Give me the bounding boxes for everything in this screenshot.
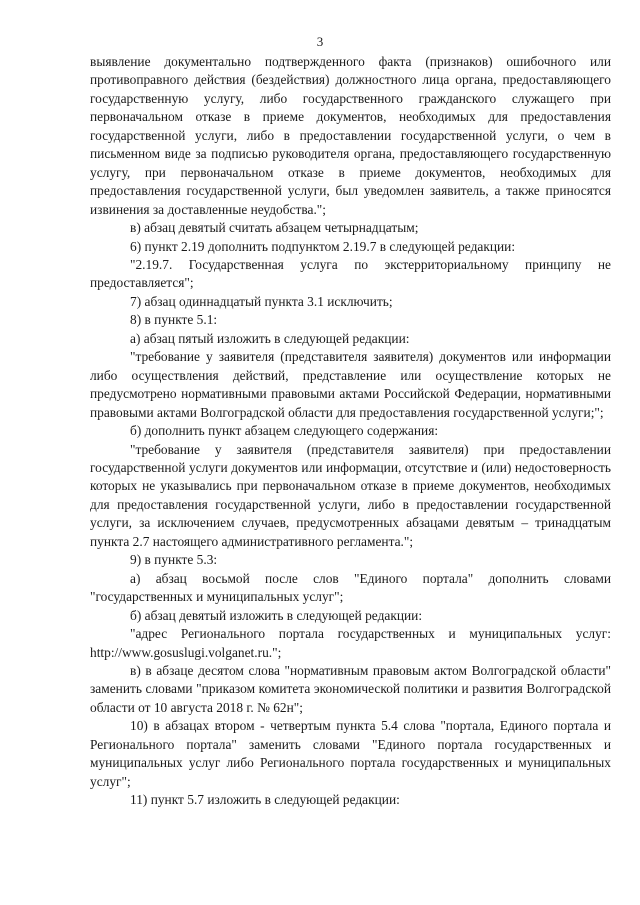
paragraph: 6) пункт 2.19 дополнить подпунктом 2.19.7 в следующей редакции:: [130, 238, 516, 254]
paragraph: 8) в пункте 5.1:: [130, 312, 218, 328]
paragraph: в) в абзаце десятом слова "нормативным правовым актом Волгоградской области" заменить словами "приказом комитета экономической политики и развития Волгоградской области от 10 августа 2018 г. № 62н";: [90, 662, 611, 715]
document-body: [90, 53, 611, 810]
paragraph: выявление документально подтвержденного факта (признаков) ошибочного или противоправного действия (бездействия) должностного лица органа, предоставляющего государственную услугу, либо государственного гражданского служащего при первоначальном отказе в приеме документов, необходимых для предоставления государственной услуги, либо в предоставлении государственной услуги, о чем в письменном виде за подписью руководителя органа, предоставляющего государственную услугу, при первоначальном отказе в приеме документов, необходимых для предоставления государственной услуги, был уведомлен заявитель, а также приносятся извинения за доставленные неудобства.";: [90, 54, 611, 217]
paragraph: "требование у заявителя (представителя заявителя) при предоставлении государственной услуги документов или информации, отсутствие и (или) недостоверность которых не указывались при первоначальном отказе в приеме документов, необходимых для предоставления государственной услуги, либо в предоставлении государственной услуги, за исключением случаев, предусмотренных абзацами девятым – тринадцатым пункта 2.7 настоящего административного регламента.";: [90, 441, 611, 549]
paragraph: 9) в пункте 5.3:: [130, 552, 218, 568]
paragraph: а) абзац восьмой после слов "Единого портала" дополнить словами "государственных и муниципальных услуг";: [90, 570, 611, 605]
paragraph: в) абзац девятый считать абзацем четырнадцатым;: [130, 220, 419, 236]
paragraph: б) дополнить пункт абзацем следующего содержания:: [130, 423, 439, 439]
paragraph: 11) пункт 5.7 изложить в следующей редакции:: [130, 792, 400, 808]
paragraph: 10) в абзацах втором - четвертым пункта 5.4 слова "портала, Единого портала и Регионального портала" заменить словами "Единого портала государственных и муниципальных услуг либо Регионального портала государственных и муниципальных услуг";: [90, 718, 611, 789]
paragraph: "адрес Регионального портала государственных и муниципальных услуг: http://www.gosuslugi.volganet.ru.";: [90, 626, 611, 660]
paragraph: "2.19.7. Государственная услуга по экстерриториальному принципу не предоставляется";: [90, 256, 611, 291]
page-number: 3: [316, 34, 324, 49]
paragraph: а) абзац пятый изложить в следующей редакции:: [130, 330, 410, 346]
paragraph: "требование у заявителя (представителя заявителя) документов или информации либо осуществления действий, представление или осуществление которых не предусмотрено нормативными правовыми актами Российской Федерации, нормативными правовыми актами Волгоградской области для предоставления государственной услуги;";: [90, 349, 611, 420]
paragraph: 7) абзац одиннадцатый пункта 3.1 исключить;: [130, 293, 393, 309]
paragraph: б) абзац девятый изложить в следующей редакции:: [130, 607, 423, 623]
